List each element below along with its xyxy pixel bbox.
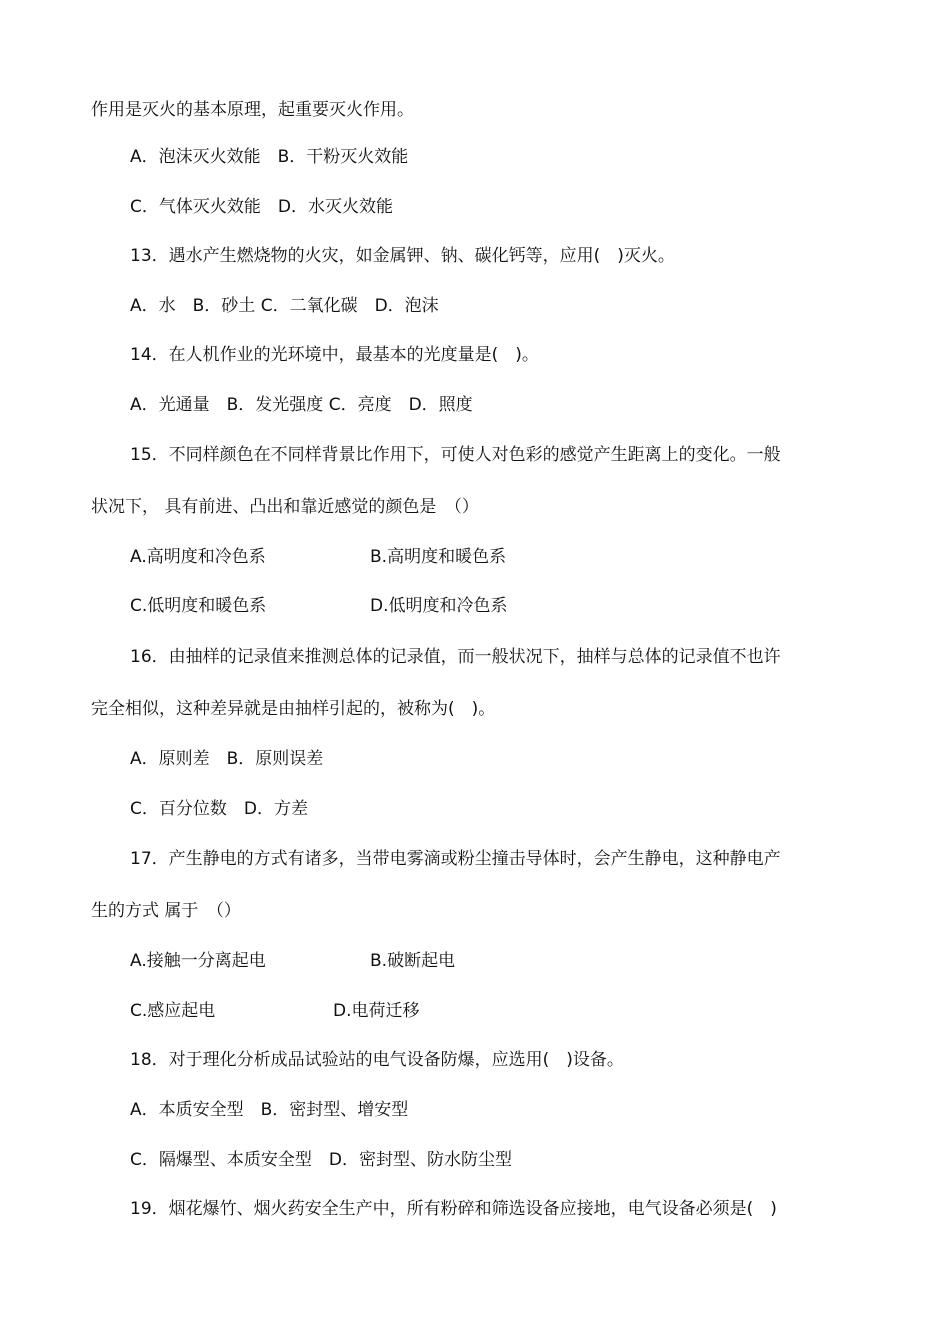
question-15: 15．不同样颜色在不同样背景比作用下，可使人对色彩的感觉产生距离上的变化。一般 [130, 445, 781, 465]
options-line: C．百分位数 D．方差 [130, 799, 308, 819]
question-14: 14．在人机作业的光环境中，最基本的光度量是( )。 [130, 345, 539, 365]
option-a: A.接触一分离起电 [130, 951, 266, 971]
options-line: A．原则差 B．原则误差 [130, 749, 324, 769]
option-d: D.低明度和冷色系 [370, 596, 508, 616]
options-line: A．光通量 B．发光强度 C．亮度 D．照度 [130, 395, 473, 415]
text-line: 生的方式 属于 （） [91, 901, 241, 921]
option-c: C.感应起电 [130, 1001, 216, 1021]
question-18: 18．对于理化分析成品试验站的电气设备防爆，应选用( )设备。 [130, 1050, 624, 1070]
question-16: 16．由抽样的记录值来推测总体的记录值，而一般状况下，抽样与总体的记录值不也许 [130, 647, 781, 667]
question-13: 13．遇水产生燃烧物的火灾，如金属钾、钠、碳化钙等，应用( )灭火。 [130, 246, 675, 266]
option-c: C.低明度和暖色系 [130, 596, 267, 616]
options-line: A．泡沫灭火效能 B．干粉灭火效能 [130, 147, 409, 167]
option-b: B.高明度和暖色系 [370, 547, 507, 567]
question-17: 17．产生静电的方式有诸多，当带电雾滴或粉尘撞击导体时，会产生静电，这种静电产 [130, 849, 781, 869]
options-line: C．隔爆型、本质安全型 D．密封型、防水防尘型 [130, 1150, 512, 1170]
option-b: B.破断起电 [370, 951, 456, 971]
option-a: A.高明度和冷色系 [130, 547, 266, 567]
options-line: A．水 B．砂土 C．二氧化碳 D．泡沫 [130, 296, 439, 316]
option-d: D.电荷迁移 [333, 1001, 420, 1021]
text-line: 作用是灭火的基本原理，起重要灭火作用。 [91, 100, 414, 120]
text-line: 状况下， 具有前进、凸出和靠近感觉的颜色是 （） [91, 497, 479, 517]
options-line: A．本质安全型 B．密封型、增安型 [130, 1100, 409, 1120]
options-line: C．气体灭火效能 D．水灭火效能 [130, 197, 393, 217]
text-line: 完全相似，这种差异就是由抽样引起的，被称为( )。 [91, 699, 496, 719]
question-19: 19．烟花爆竹、烟火药安全生产中，所有粉碎和筛选设备应接地，电气设备必须是( ) [130, 1199, 777, 1219]
